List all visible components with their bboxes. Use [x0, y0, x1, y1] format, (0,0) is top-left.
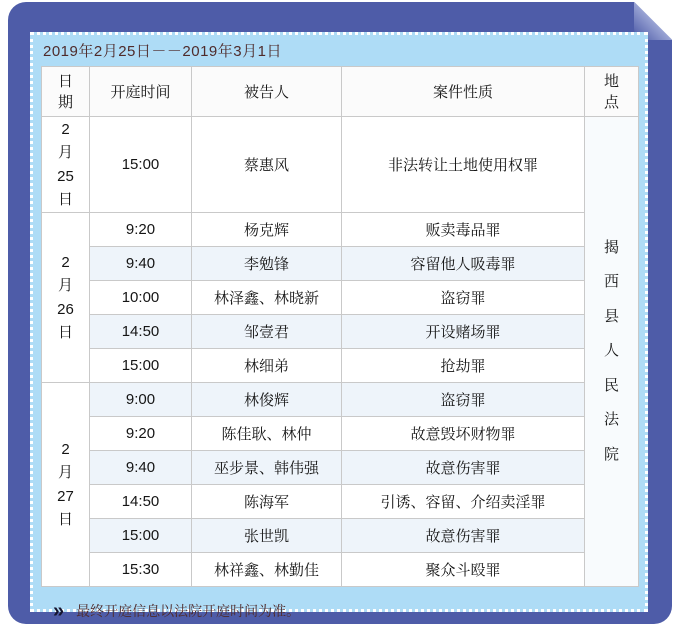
- table-row: [42, 417, 639, 451]
- defendant-cell: 林泽鑫、林晓新: [192, 281, 342, 315]
- date-cell: [42, 117, 90, 213]
- case-cell: 聚众斗殴罪: [342, 553, 585, 587]
- case-cell: 盗窃罪: [342, 281, 585, 315]
- case-cell: 开设赌场罪: [342, 315, 585, 349]
- table-row: [42, 349, 639, 383]
- table-row: [42, 485, 639, 519]
- defendant-cell: 林细弟: [192, 349, 342, 383]
- date-range-title: 2019年2月25日－－2019年3月1日: [43, 43, 282, 60]
- case-cell: 故意伤害罪: [342, 519, 585, 553]
- schedule-table: [41, 66, 639, 587]
- column-header-label: 日期: [57, 72, 73, 111]
- blue-frame: [8, 2, 672, 624]
- column-header-label: 案件性质: [432, 84, 493, 101]
- table-row: [42, 213, 639, 247]
- defendant-cell: 林祥鑫、林勤佳: [192, 553, 342, 587]
- defendant-cell: 李勉锋: [192, 247, 342, 281]
- footer-note-text: 最终开庭信息以法院开庭时间为准。: [76, 603, 301, 619]
- column-header-1: [90, 67, 192, 117]
- case-cell: 盗窃罪: [342, 383, 585, 417]
- location-cell: [585, 117, 639, 587]
- column-header-2: [192, 67, 342, 117]
- table-row: [42, 117, 639, 213]
- defendant-cell: 陈佳耿、林仲: [192, 417, 342, 451]
- time-cell: 14:50: [90, 485, 192, 519]
- location-label: 揭西县人民法院: [603, 238, 619, 463]
- date-label: 2月27日: [57, 441, 74, 528]
- defendant-cell: 陈海军: [192, 485, 342, 519]
- time-cell: 9:20: [90, 213, 192, 247]
- date-cell: [42, 383, 90, 587]
- table-row: [42, 451, 639, 485]
- date-label: 2月26日: [57, 254, 74, 341]
- time-cell: 9:20: [90, 417, 192, 451]
- defendant-cell: 杨克辉: [192, 213, 342, 247]
- defendant-cell: 邹壹君: [192, 315, 342, 349]
- table-row: [42, 553, 639, 587]
- column-header-label: 被告人: [243, 84, 289, 101]
- case-cell: 故意毁坏财物罪: [342, 417, 585, 451]
- column-header-label: 开庭时间: [110, 84, 171, 101]
- content-panel: [30, 32, 648, 622]
- case-cell: 容留他人吸毒罪: [342, 247, 585, 281]
- table-row: [42, 281, 639, 315]
- table-row: [42, 315, 639, 349]
- case-cell: 故意伤害罪: [342, 451, 585, 485]
- defendant-cell: 蔡惠风: [192, 117, 342, 213]
- case-cell: 贩卖毒品罪: [342, 213, 585, 247]
- time-cell: 15:00: [90, 519, 192, 553]
- table-row: [42, 519, 639, 553]
- defendant-cell: 张世凯: [192, 519, 342, 553]
- date-label: 2月25日: [57, 121, 74, 208]
- case-cell: 引诱、容留、介绍卖淫罪: [342, 485, 585, 519]
- case-cell: 非法转让土地使用权罪: [342, 117, 585, 213]
- time-cell: 9:40: [90, 451, 192, 485]
- time-cell: 9:00: [90, 383, 192, 417]
- date-cell: [42, 213, 90, 383]
- time-cell: 10:00: [90, 281, 192, 315]
- defendant-cell: 林俊辉: [192, 383, 342, 417]
- time-cell: 15:00: [90, 117, 192, 213]
- column-header-0: [42, 67, 90, 117]
- time-cell: 9:40: [90, 247, 192, 281]
- header-row: [42, 67, 639, 117]
- time-cell: 14:50: [90, 315, 192, 349]
- defendant-cell: 巫步景、韩伟强: [192, 451, 342, 485]
- double-arrow-icon: »: [53, 600, 62, 622]
- column-header-3: [342, 67, 585, 117]
- table-row: [42, 383, 639, 417]
- table-row: [42, 247, 639, 281]
- time-cell: 15:30: [90, 553, 192, 587]
- column-header-4: [585, 67, 639, 117]
- footer-note: [41, 601, 637, 621]
- case-cell: 抢劫罪: [342, 349, 585, 383]
- time-cell: 15:00: [90, 349, 192, 383]
- column-header-label: 地点: [603, 72, 619, 111]
